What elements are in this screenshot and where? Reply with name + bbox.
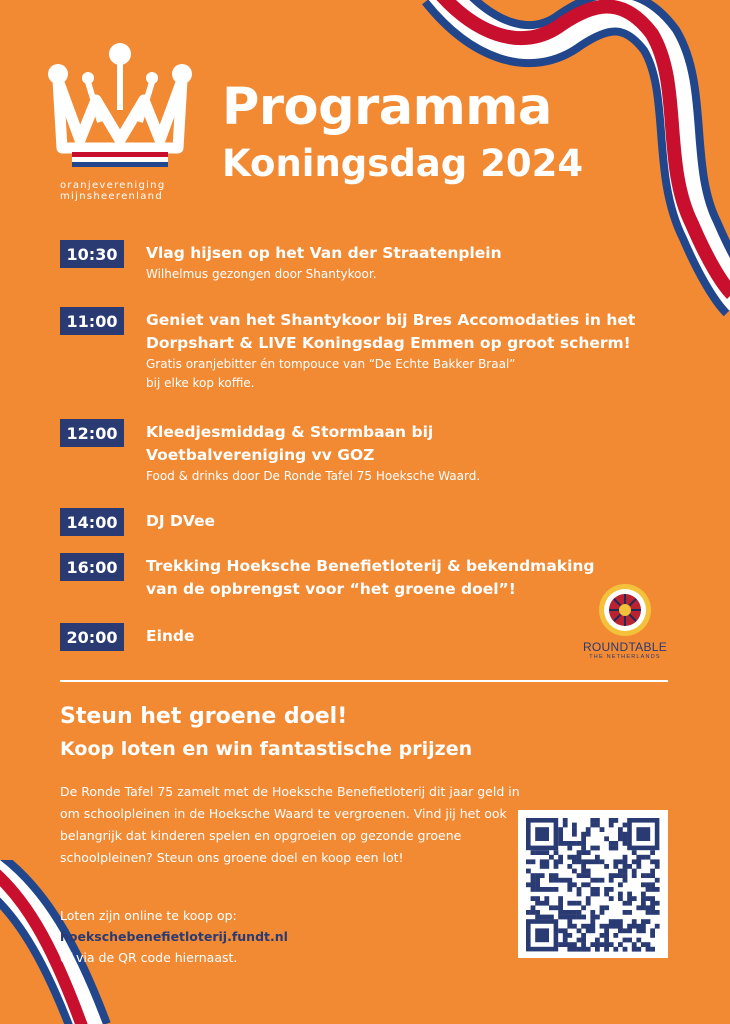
event-title: Geniet van het Shantykoor bij Bres Accomodaties in het Dorpshart & LIVE Koningsdag Emmen op groot scherm! xyxy=(146,311,636,352)
logo-line-2: mijnsheerenland xyxy=(60,191,163,202)
crown-icon xyxy=(40,40,200,180)
event-detail: bij elke kop koffie. xyxy=(146,376,255,390)
event-title: Kleedjesmiddag & Stormbaan bij Voetbalvereniging vv GOZ xyxy=(146,423,434,464)
event-detail: Wilhelmus gezongen door Shantykoor. xyxy=(146,267,377,281)
loterij-link[interactable]: hoekschebenefietloterij.fundt.nl xyxy=(60,929,288,944)
loten-info xyxy=(60,905,360,968)
roundtable-name-a: ROUND xyxy=(582,640,629,654)
support-body: De Ronde Tafel 75 zamelt met de Hoeksche Benefietloterij dit jaar geld in om schoolpleinen in de Hoeksche Waard te vergroenen. Vind jij het ook belangrijk dat kinderen spelen en opgroeien op gezonde groene schoolpleinen? Steun ons groene doel en koop een lot! xyxy=(60,784,520,865)
time-badge: 16:00 xyxy=(60,553,124,581)
time-badge: 12:00 xyxy=(60,419,124,447)
event-title: Einde xyxy=(146,627,195,645)
page-title: Programma xyxy=(222,78,552,137)
oranjevereniging-logo xyxy=(40,40,210,202)
support-subheading: Koop loten en win fantastische prijzen xyxy=(60,738,473,760)
event-detail: Gratis oranjebitter én tompouce van “De Echte Bakker Braal” xyxy=(146,357,516,371)
roundtable-country: THE NETHERLANDS xyxy=(589,654,661,660)
support-heading: Steun het groene doel! xyxy=(60,704,348,729)
time-badge: 20:00 xyxy=(60,623,124,651)
loten-outro: of via de QR code hiernaast. xyxy=(60,950,238,965)
page-subtitle: Koningsdag 2024 xyxy=(222,142,584,185)
time-badge: 10:30 xyxy=(60,240,124,268)
event-title: Trekking Hoeksche Benefietloterij & bekendmaking van de opbrengst voor “het groene doel”! xyxy=(146,557,595,598)
loten-intro: Loten zijn online te koop op: xyxy=(60,908,237,923)
roundtable-name-b: TABLE xyxy=(628,640,668,654)
event-title: DJ DVee xyxy=(146,512,216,530)
roundtable-emblem-icon xyxy=(597,582,653,638)
time-badge: 11:00 xyxy=(60,307,124,335)
qr-code[interactable] xyxy=(518,810,668,958)
event-detail: Food & drinks door De Ronde Tafel 75 Hoeksche Waard. xyxy=(146,469,481,483)
logo-line-1: oranjevereniging xyxy=(60,180,166,191)
time-badge: 14:00 xyxy=(60,508,124,536)
roundtable-logo xyxy=(570,582,680,660)
section-divider xyxy=(60,680,668,682)
event-title: Vlag hijsen op het Van der Straatenplein xyxy=(146,244,502,262)
